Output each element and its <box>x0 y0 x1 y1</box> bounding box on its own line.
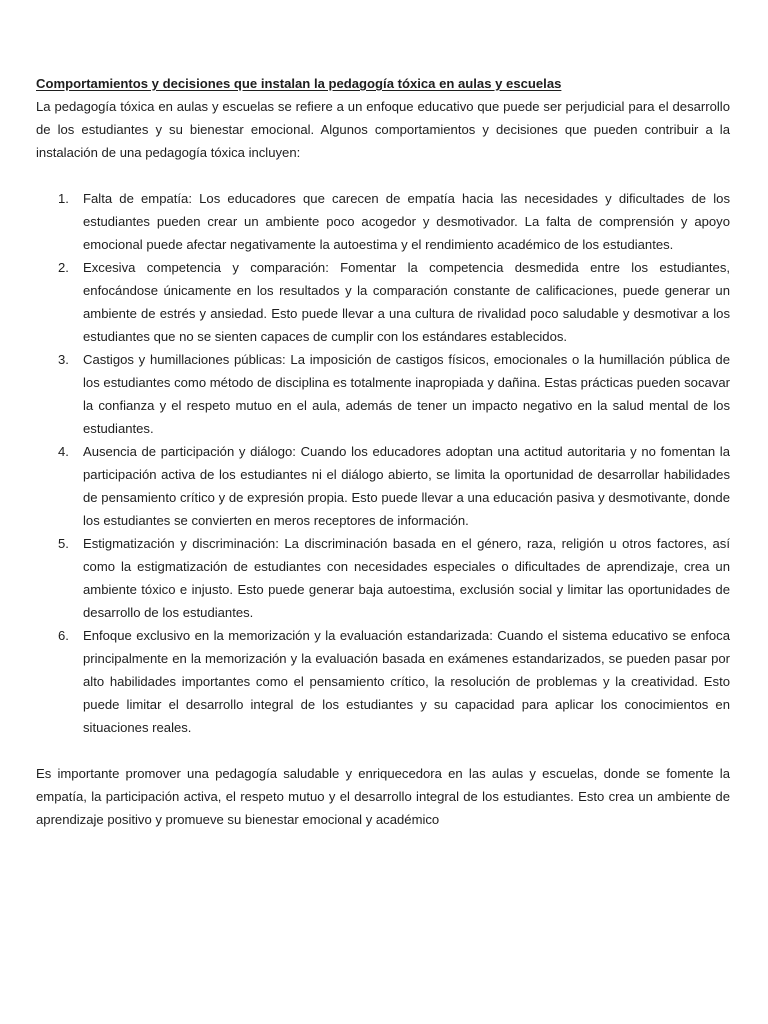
list-item <box>36 532 730 624</box>
conclusion-paragraph: Es importante promover una pedagogía saludable y enriquecedora en las aulas y escuelas, donde se fomente la empatía, la participación activa, el respeto mutuo y el desarrollo integral de los estudiantes. Esto crea un ambiente de aprendizaje positivo y promueve su bienestar emocional y académico <box>36 766 730 827</box>
list-item-text: Ausencia de participación y diálogo: Cuando los educadores adoptan una actitud autoritaria y no fomentan la participación activa de los estudiantes ni el diálogo abierto, se limita la oportunidad de desarrollar habilidades de pensamiento crítico y de expresión propia. Esto puede llevar a una educación pasiva y desmotivante, donde los estudiantes se convierten en meros receptores de información. <box>83 444 730 528</box>
list-item-text: Excesiva competencia y comparación: Fomentar la competencia desmedida entre los estudiantes, enfocándose únicamente en los resultados y la comparación constante de calificaciones, puede generar un ambiente de estrés y ansiedad. Esto puede llevar a una cultura de rivalidad poco saludable y desmotivar a los estudiantes que no se sienten capaces de cumplir con los estándares establecidos. <box>83 260 730 344</box>
document-page <box>36 72 730 831</box>
list-item <box>36 256 730 348</box>
list-item-number: 1. <box>58 191 69 206</box>
document-title: Comportamientos y decisiones que instalan la pedagogía tóxica en aulas y escuelas <box>36 76 562 91</box>
list-item-number: 2. <box>58 260 69 275</box>
list-item-text: Falta de empatía: Los educadores que carecen de empatía hacia las necesidades y dificultades de los estudiantes pueden crear un ambiente poco acogedor y desmotivador. La falta de comprensión y apoyo emocional puede afectar negativamente la autoestima y el rendimiento académico de los estudiantes. <box>83 191 730 252</box>
intro-paragraph: La pedagogía tóxica en aulas y escuelas se refiere a un enfoque educativo que puede ser perjudicial para el desarrollo de los estudiantes y su bienestar emocional. Algunos comportamientos y decisiones que pueden contribuir a la instalación de una pedagogía tóxica incluyen: <box>36 99 730 160</box>
list-item <box>36 348 730 440</box>
list-item-text: Castigos y humillaciones públicas: La imposición de castigos físicos, emocionales o la humillación pública de los estudiantes como método de disciplina es totalmente inapropiada y dañina. Estas prácticas pueden socavar la confianza y el respeto mutuo en el aula, además de tener un impacto negativo en la salud mental de los estudiantes. <box>83 352 730 436</box>
list-item-number: 4. <box>58 444 69 459</box>
list-item-number: 6. <box>58 628 69 643</box>
list-item-number: 3. <box>58 352 69 367</box>
list-item <box>36 624 730 739</box>
list-item <box>36 187 730 256</box>
list-item-text: Estigmatización y discriminación: La discriminación basada en el género, raza, religión u otros factores, así como la estigmatización de estudiantes con necesidades especiales o dificultades de aprendizaje, crea un ambiente tóxico e injusto. Esto puede generar baja autoestima, exclusión social y limitar las oportunidades de desarrollo de los estudiantes. <box>83 536 730 620</box>
behaviors-list <box>36 187 730 739</box>
list-item <box>36 440 730 532</box>
list-item-text: Enfoque exclusivo en la memorización y la evaluación estandarizada: Cuando el sistema educativo se enfoca principalmente en la memorización y la evaluación basada en exámenes estandarizados, se pueden pasar por alto habilidades importantes como el pensamiento crítico, la resolución de problemas y la creatividad. Esto puede limitar el desarrollo integral de los estudiantes y su capacidad para aplicar los conocimientos en situaciones reales. <box>83 628 730 735</box>
list-item-number: 5. <box>58 536 69 551</box>
